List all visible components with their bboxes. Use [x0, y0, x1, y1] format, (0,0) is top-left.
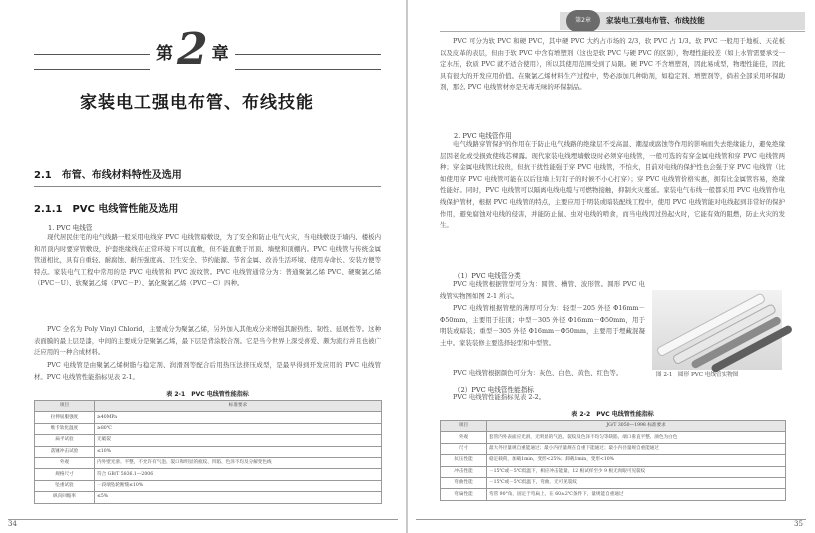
page-number-right: 35: [794, 520, 803, 528]
table-row: [441, 455, 786, 466]
table-row: [35, 435, 382, 446]
table-cell: 弯曲性能: [441, 477, 487, 488]
table-row: [35, 412, 382, 423]
chapter-prefix: 第: [156, 44, 173, 64]
table-cell: ≥80℃: [95, 423, 382, 434]
table-cell: 纵向回缩率: [35, 492, 95, 503]
table-cell: ≤5%: [95, 492, 382, 503]
table-row: [441, 466, 786, 477]
table-header-requirement: JG/T 3050—1998 标准要求: [487, 421, 786, 432]
running-header-title: 家装电工强电布管、布线技能: [606, 16, 705, 25]
page-number-left: 34: [8, 520, 17, 528]
table-cell: －15℃或－5℃低温下，相应冲击能量，12 根试样至少 9 根无肉眼可见裂纹: [487, 466, 786, 477]
table-cell: 内外壁光滑、平整，不允许有气泡、裂口和明显的痕纹、凹陷、色泽不均及分解变色线: [95, 457, 382, 468]
paragraph-wall-thickness: PVC 电线管根据管壁的薄厚可分为：轻型－205 外径 Φ16mm－Φ50mm，主要用于挂顶；中型－305 外径 Φ16mm－Φ50mm，用于明装或暗装；重型－305 外径 Φ16mm－Φ50mm，主要用于埋藏混凝土中。家装装修主要选择轻型和中型管。: [440, 304, 645, 347]
header-rule: [440, 31, 805, 32]
subheading-classification: （1）PVC 电线管分类: [454, 272, 521, 280]
table-cell: 尺寸: [441, 443, 487, 454]
table-cell: 抗压性能: [441, 455, 487, 466]
table-row: [35, 469, 382, 480]
table-row: [441, 443, 786, 454]
table-caption: 表 2-2 PVC 电线管性能指标: [571, 411, 654, 418]
footer-rule: [416, 519, 806, 520]
table-row: [35, 423, 382, 434]
paragraph-2: PVC 全名为 Poly Vinyl Chlorid，主要成分为聚氯乙烯，另外加入其他成分来增强其耐热性、韧性、延展性等。这种表面膜的最上层是漆，中间的主要成分是聚氯乙烯，最下层是背涂胶合剂。它是当今世界上深受喜爱、颇为流行并且也被广泛应用的一种合成材料。: [34, 325, 381, 357]
page-gutter: [406, 0, 408, 533]
table-cell: 一段端坠轮断缝≤10%: [95, 480, 382, 491]
table-cell: 弯扁性能: [441, 489, 487, 500]
chapter-title: 家装电工强电布管、布线技能: [80, 93, 314, 113]
table-row: [35, 457, 382, 468]
subheading-performance: （2）PVC 电线管性能指标: [454, 386, 534, 394]
table-cell: 扁平试验: [35, 435, 95, 446]
table-header-row: [441, 421, 786, 432]
paragraph-3: PVC 电线管是由聚氯乙烯树脂与稳定剂、润滑剂等配合后用热压法挤压成型，是最早得到开发应用的 PVC 电线管材。PVC 电线管性能指标见表 2-1。: [34, 361, 381, 381]
chapter-number: 2: [177, 24, 208, 75]
pvc-pipe-photo: [652, 290, 782, 370]
table-cell: 落锤冲击试验: [35, 446, 95, 457]
table-header-row: [35, 401, 382, 412]
subheading-pvc-pipe: 1. PVC 电线管: [48, 224, 93, 232]
table-cell: 套管内外表面应光滑，无明显的气泡、裂纹及色泽不均匀等缺陷，端口垂直平整、颜色为白色: [487, 432, 786, 443]
table-header-requirement: 标准要求: [95, 401, 382, 412]
table-cell: 符合 GB/T 5836.1—2006: [95, 469, 382, 480]
left-page: [0, 0, 407, 533]
table-cell: －15℃或－5℃低温下，弯曲，无可见裂纹: [487, 477, 786, 488]
paragraph-table-ref: PVC 电线管性能指标见表 2-2。: [453, 393, 546, 401]
table-cell: 外观: [35, 457, 95, 468]
paragraph-pipe-function: 电气线路穿管保护的作用在于防止电气线路的绝缘层不受高温、潮湿或腐蚀等作用的影响而失去绝缘能力，避免绝缘层因老化或受损致使线芯裸露。现代家装电线埋墙敷设时必须穿电线管，一般可选的有穿金属电线管和穿 PVC 电线管两种；穿金属电线管比较贵，但抗干扰性能强于穿 PVC 电线管，不怕火，目前对电线的保护性也会强于穿 PVC 电线管（比如使用穿 PVC 电线管可能在以后往墙上钉钉子的时候不小心打穿）；穿 PVC 电线管价格实惠，拥有比金属管容易，绝缘性能好。同时，PVC 电线管可以隔离电线电缆与可燃物接触，抑制火灾蔓延。家装电气布线一般都采用 PVC 电线管作电线保护管材，根据 PVC 电线管的特点，主要应用于明装或暗装配线工程中，使用 PVC 电线管能对电线起到非常好的保护作用，避免腐蚀对电线的侵害，并能防止鼠、虫对电线的啃食，而当电线因过热起火时，它能有效的阻燃，防止火灾的发生。: [440, 140, 785, 230]
subheading-pipe-function: 2. PVC 电线管作用: [454, 132, 512, 140]
table-row: [35, 480, 382, 491]
table-cell: 稳定载荷，加载1min，变形<25%；卸载1min，变形<10%: [487, 455, 786, 466]
table-row: [441, 489, 786, 500]
figure-caption: 图 2-1 圆形 PVC 电线管实物图: [656, 372, 739, 378]
table-cell: 规格尺寸: [35, 469, 95, 480]
table-cell: 弯管 90°角，固定于弯扁上，在 60±2℃条件下，量规能自重通过: [487, 489, 786, 500]
table-cell: 拉伸屈服强度: [35, 412, 95, 423]
table-row: [35, 492, 382, 503]
paragraph-1: 现代居民住宅的电气线路一般采用电线穿 PVC 电线管暗敷设，为了安全和防止电气火灾，当电线敷设于墙内、楼板内和吊顶内时要穿管敷设，护套绝缘线在正常环境下可以直敷，但不能直敷于吊顶、墙壁和顶棚内。PVC 电线管与传统金属管道相比，具有自重轻、耐腐蚀、耐压强度高、卫生安全、节约能源、节省金属、改善生活环境、使用寿命长、安装方便等特点。家装电气工程中常用的是 PVC 电线管和 PVC 波纹管。PVC 电线管通常分为：普通聚氯乙烯 PVC、硬聚氯乙烯（PVC－U）、软聚氯乙烯（PVC－P）、氯化聚氯乙烯（PVC－C）四种。: [34, 233, 381, 288]
table-row: [35, 446, 382, 457]
table-cell: 维卡软化温度: [35, 423, 95, 434]
section-heading-2-1: 2.1 布管、布线材料特性及选用: [34, 170, 182, 181]
chapter-badge: 第2章: [566, 10, 600, 32]
table-cell: 无破裂: [95, 435, 382, 446]
footer-rule: [8, 519, 398, 520]
section-rule: [34, 186, 381, 187]
table-cell: ≥40MPa: [95, 412, 382, 423]
spec-table-2-2: [440, 420, 786, 501]
table-cell: 坠重试验: [35, 480, 95, 491]
paragraph-pipe-shapes: PVC 电线管根据管型可分为：圆管、槽管、波形管。圆形 PVC 电线管实物图如图 2-1 所示。: [440, 280, 645, 300]
paragraph-colors: PVC 电线管根据颜色可分为：灰色、白色、黄色、红色等。: [453, 369, 623, 377]
table-header-item: 项目: [441, 421, 487, 432]
table-cell: 最大外径量规自重能通过；最小内径量规在自重下能通过；最小内径量规自重能通过: [487, 443, 786, 454]
table-cell: 冲击性能: [441, 466, 487, 477]
section-heading-2-1-1: 2.1.1 PVC 电线管性能及选用: [34, 204, 179, 215]
table-cell: 外观: [441, 432, 487, 443]
table-header-item: 项目: [35, 401, 95, 412]
chapter-suffix: 章: [211, 44, 229, 64]
table-row: [441, 477, 786, 488]
chapter-number-box: [150, 24, 235, 75]
paragraph-pvc-types: PVC 可分为软 PVC 和硬 PVC，其中硬 PVC 大约占市场的 2/3，软 PVC 占 1/3。软 PVC 一般用于地板、天花板以及皮革的表层，但由于软 PVC 中含有增塑剂（这也是软 PVC 与硬 PVC 的区别），物理性能较差（如上水管需要承受一定水压，软质 PVC 就不适合使用），所以其使用范围受到了局限。硬 PVC 不含增塑剂，因此易成型，物理性能佳，因此具有很大的开发应用价值。在聚氯乙烯材料生产过程中，势必添加几种助剂，如稳定剂、增塑剂等，倘若全部采用环保助剂，那么 PVC 电线管材亦是无毒无味的环保制品。: [440, 37, 785, 92]
spec-table-2-1: [34, 400, 382, 504]
table-cell: ≤10%: [95, 446, 382, 457]
table-caption: 表 2-1 PVC 电线管性能指标: [166, 391, 249, 398]
table-row: [441, 432, 786, 443]
